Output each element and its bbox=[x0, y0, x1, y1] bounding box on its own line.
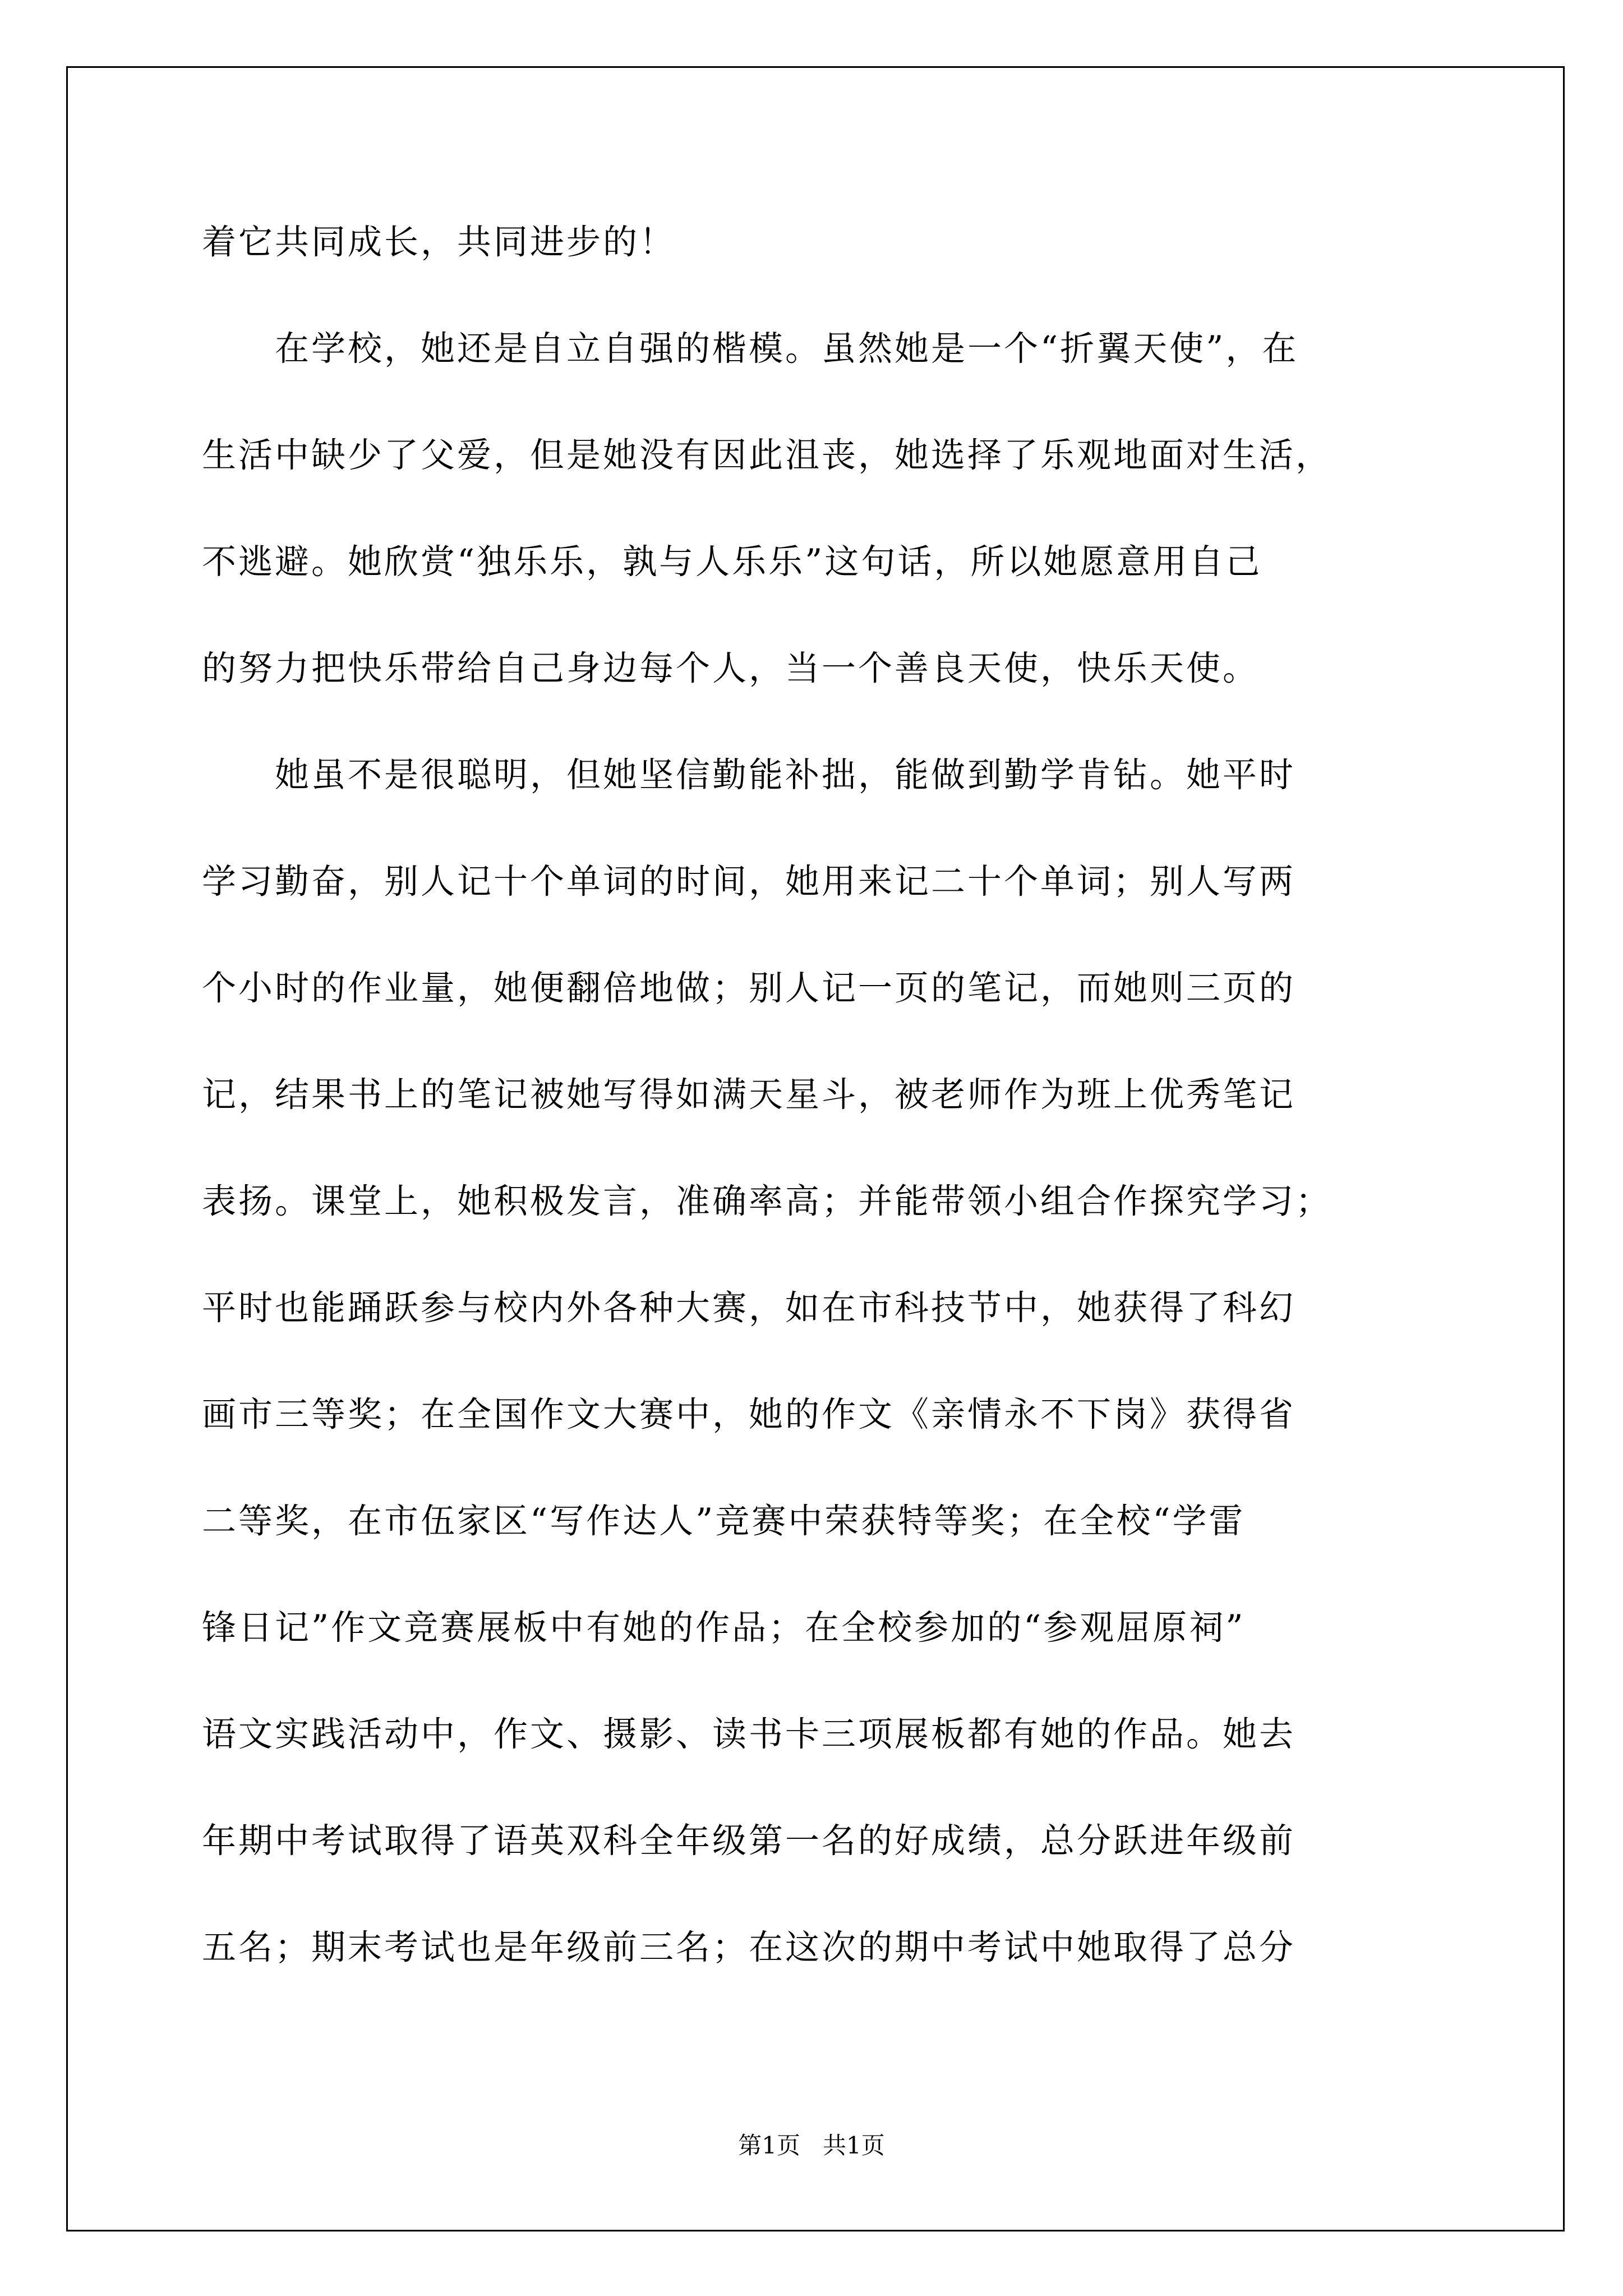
body-line: 画市三等奖；在全国作文大赛中，她的作文《亲情永不下岗》获得省 bbox=[202, 1395, 1296, 1434]
page-number-footer: 第1页 共1页 bbox=[738, 2132, 885, 2159]
body-line: 她虽不是很聪明，但她坚信勤能补拙，能做到勤学肯钻。她平时 bbox=[202, 755, 1296, 795]
body-line: 在学校，她还是自立自强的楷模。虽然她是一个“折翼天使”，在 bbox=[202, 329, 1299, 369]
body-line: 表扬。课堂上，她积极发言，准确率高；并能带领小组合作探究学习； bbox=[202, 1181, 1332, 1221]
body-line: 平时也能踊跃参与校内外各种大赛，如在市科技节中，她获得了科幻 bbox=[202, 1288, 1296, 1328]
body-line: 年期中考试取得了语英双科全年级第一名的好成绩，总分跃进年级前 bbox=[202, 1821, 1296, 1861]
body-line: 着它共同成长，共同进步的！ bbox=[202, 222, 676, 262]
document-body bbox=[202, 214, 1436, 2026]
body-line: 语文实践活动中，作文、摄影、读书卡三项展板都有她的作品。她去 bbox=[202, 1714, 1296, 1754]
body-line: 锋日记”作文竞赛展板中有她的作品；在全校参加的“参观屈原祠” bbox=[202, 1608, 1246, 1648]
body-line: 学习勤奋，别人记十个单词的时间，她用来记二十个单词；别人写两 bbox=[202, 862, 1296, 901]
body-line: 五名；期末考试也是年级前三名；在这次的期中考试中她取得了总分 bbox=[202, 1927, 1296, 1967]
body-line: 记，结果书上的笔记被她写得如满天星斗，被老师作为班上优秀笔记 bbox=[202, 1075, 1296, 1115]
body-line: 个小时的作业量，她便翻倍地做；别人记一页的笔记，而她则三页的 bbox=[202, 968, 1296, 1008]
body-line: 不逃避。她欣赏“独乐乐，孰与人乐乐”这句话，所以她愿意用自己 bbox=[202, 542, 1262, 582]
body-line: 生活中缺少了父爱，但是她没有因此沮丧，她选择了乐观地面对生活， bbox=[202, 435, 1332, 475]
body-line: 二等奖，在市伍家区“写作达人”竞赛中荣获特等奖；在全校“学雷 bbox=[202, 1501, 1246, 1541]
body-line: 的努力把快乐带给自己身边每个人，当一个善良天使，快乐天使。 bbox=[202, 648, 1260, 688]
